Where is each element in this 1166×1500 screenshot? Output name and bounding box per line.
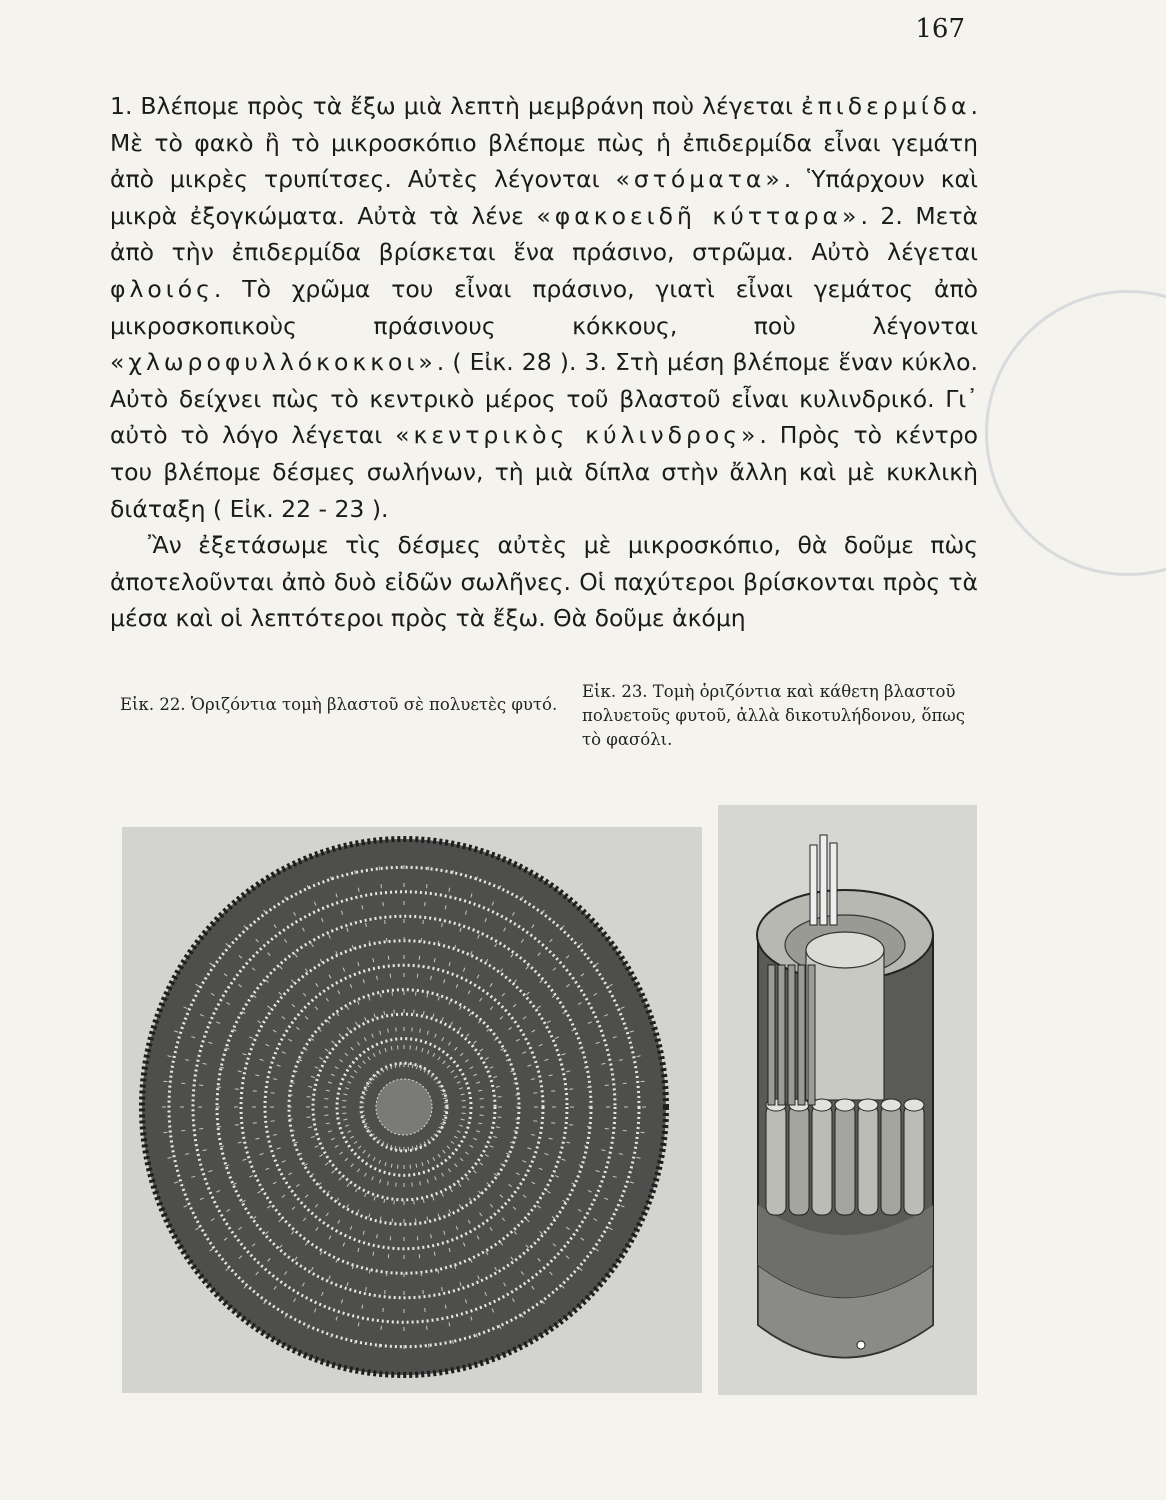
paragraph-2: Ἂν ἐξετάσωμε τὶς δέσμες αὐτὲς μὲ μικροσκόπιο, θὰ δοῦμε πὼς ἀποτελοῦνται ἀπὸ δυὸ εἰδῶν σωλῆνες. Οἱ παχύτεροι βρίσκονται πρὸς τὰ μέσα καὶ οἱ λεπτότεροι πρὸς τὰ ἔξω. Θὰ δοῦμε ἀκόμη: [110, 531, 978, 633]
text-run: 1. Βλέπομε πρὸς τὰ ἔξω μιὰ λεπτὴ μεμβράνη ποὺ λέγεται: [110, 92, 801, 120]
paragraph-1: [110, 88, 978, 527]
text-run: . Ὑπάρχουν καὶ μικρὰ ἐξογκώματα. Αὐτὰ τὰ λένε: [110, 165, 978, 230]
emphasized-term: «κεντρικὸς κύλινδρος»: [395, 421, 760, 450]
body-text: [110, 88, 978, 637]
text-run: . ( Εἰκ. 28 ). 3. Στὴ μέση βλέπομε ἕναν κύκλο. Αὐτὸ δείχνει πὼς τὸ κεντρικὸ μέρος τοῦ βλαστοῦ εἶναι κυλινδρικό. Γι᾽ αὐτὸ τὸ λόγο λέγεται: [110, 348, 978, 450]
text-run: . Πρὸς τὸ κέντρο του βλέπομε δέσμες σωλήνων, τὴ μιὰ δίπλα στὴν ἄλλη καὶ μὲ κυκλικὴ διάταξη ( Εἰκ. 22 - 23 ).: [110, 421, 979, 523]
emphasized-term: ἐπιδερμίδα: [800, 92, 971, 120]
text-run: . 2. Μετὰ ἀπὸ τὴν ἐπιδερμίδα βρίσκεται ἕνα πράσινο, στρῶμα. Αὐτὸ λέγεται: [110, 201, 978, 267]
text-run: . Τὸ χρῶμα του εἶναι πράσινο, γιατὶ εἶναι γεμάτος ἀπὸ μικροσκοπικοὺς πράσινους κόκκους, ποὺ λέγονται: [110, 274, 978, 340]
library-stamp: [985, 290, 1166, 576]
stem-3d-section-illustration: [718, 805, 977, 1395]
figure-22-stem-cross-section: [122, 827, 702, 1393]
page-number: 167: [915, 14, 965, 44]
stem-cross-section-illustration: [122, 827, 702, 1393]
figure-23-caption: Εἰκ. 23. Τομὴ ὁριζόντια καὶ κάθετη βλαστοῦ πολυετοῦς φυτοῦ, ἀλλὰ δικοτυλήδονου, ὅπως τὸ φασόλι.: [582, 682, 965, 749]
figure-22-caption: Εἰκ. 22. Ὁριζόντια τομὴ βλαστοῦ σὲ πολυετὲς φυτό.: [120, 695, 558, 714]
emphasized-term: «φακοειδῆ κύτταρα»: [536, 201, 861, 230]
emphasized-term: φλοιός: [110, 274, 214, 303]
text-run: . Μὲ τὸ φακὸ ἢ τὸ μικροσκόπιο βλέπομε πὼς ἡ ἐπιδερμίδα εἶναι γεμάτη ἀπὸ μικρὲς τρυπίτσες. Αὐτὲς λέγονται: [110, 92, 978, 194]
emphasized-term: «χλωροφυλλόκοκκοι»: [110, 348, 437, 377]
emphasized-term: «στόματα»: [615, 165, 784, 194]
figure-23-stem-3d-section: [718, 805, 977, 1395]
